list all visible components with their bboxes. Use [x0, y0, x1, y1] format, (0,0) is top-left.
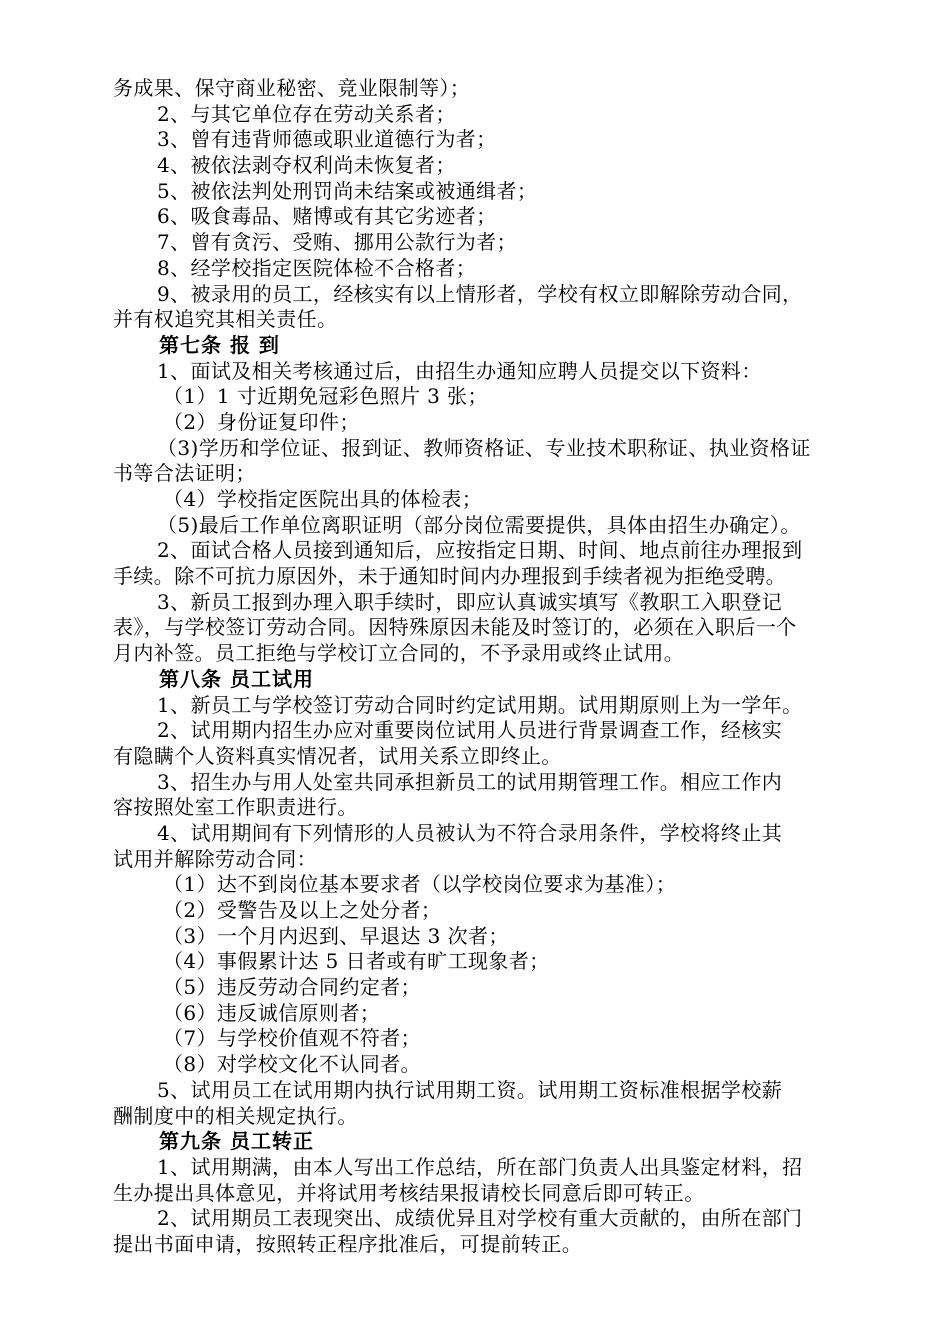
paragraph-line: （3)学历和学位证、报到证、教师资格证、专业技术职称证、执业资格证 — [157, 435, 811, 460]
paragraph-line: 6、吸食毒品、赌博或有其它劣迹者； — [157, 204, 497, 229]
document-body — [113, 76, 843, 1258]
continuation-line: 酬制度中的相关规定执行。 — [113, 1103, 358, 1128]
list-item-line: （4）事假累计达 5 日者或有旷工现象者； — [163, 949, 550, 974]
list-item-line: （2）受警告及以上之处分者； — [163, 898, 442, 922]
paragraph-line: 3、曾有违背师德或职业道德行为者； — [157, 127, 497, 152]
paragraph-line: 2、试用期内招生办应对重要岗位试用人员进行背景调查工作，经核实 — [157, 718, 783, 743]
paragraph-line: 2、试用期员工表现突出、成绩优异且对学校有重大贡献的，由所在部门 — [157, 1206, 803, 1231]
paragraph-line: 4、试用期间有下列情形的人员被认为不符合录用条件，学校将终止其 — [157, 820, 783, 845]
section-heading: 第七条 报 到 — [159, 332, 280, 357]
continuation-line: 月内补签。员工拒绝与学校订立合同的，不予录用或终止试用。 — [113, 641, 685, 666]
continuation-line: 书等合法证明； — [113, 461, 256, 486]
continuation-line: 并有权追究其相关责任。 — [113, 307, 338, 332]
paragraph-line: 1、新员工与学校签订劳动合同时约定试用期。试用期原则上为一学年。 — [157, 692, 803, 717]
continuation-line: 表》，与学校签订劳动合同。因特殊原因未能及时签订的，必须在入职后一个 — [113, 615, 797, 640]
list-item-line: （1）达不到岗位基本要求者（以学校岗位要求为基准）； — [163, 872, 677, 897]
paragraph-line: （5)最后工作单位离职证明（部分岗位需要提供，具体由招生办确定）。 — [157, 512, 801, 537]
paragraph-line: 7、曾有贪污、受贿、挪用公款行为者； — [157, 230, 517, 255]
continuation-line: 提出书面申请，按照转正程序批准后，可提前转正。 — [113, 1231, 583, 1256]
paragraph-line: 2、与其它单位存在劳动关系者； — [157, 101, 456, 126]
continuation-line: 试用并解除劳动合同： — [113, 846, 317, 871]
continuation-line: 务成果、保守商业秘密、竞业限制等）； — [113, 76, 471, 100]
paragraph-line: 4、被依法剥夺权利尚未恢复者； — [157, 153, 456, 178]
paragraph-line: 1、面试及相关考核通过后，由招生办通知应聘人员提交以下资料： — [157, 358, 762, 383]
list-item-line: （5）违反劳动合同约定者； — [163, 975, 421, 1000]
section-heading: 第九条 员工转正 — [159, 1129, 314, 1154]
list-item-line: （6）违反诚信原则者； — [163, 1000, 381, 1025]
list-item-line: （8）对学校文化不认同者。 — [163, 1052, 421, 1077]
continuation-line: 容按照处室工作职责进行。 — [113, 795, 358, 820]
list-item-line: （2）身份证复印件； — [163, 409, 360, 434]
list-item-line: （7）与学校价值观不符者； — [163, 1026, 421, 1051]
paragraph-line: 5、试用员工在试用期内执行试用期工资。试用期工资标准根据学校薪 — [157, 1077, 783, 1102]
paragraph-line: 2、面试合格人员接到通知后，应按指定日期、时间、地点前往办理报到 — [157, 538, 803, 563]
paragraph-line: 5、被依法判处刑罚尚未结案或被通缉者； — [157, 178, 538, 203]
paragraph-line: 3、新员工报到办理入职手续时，即应认真诚实填写《教职工入职登记 — [157, 589, 783, 614]
list-item-line: （1）1 寸近期免冠彩色照片 3 张； — [163, 384, 488, 409]
continuation-line: 有隐瞒个人资料真实情况者，试用关系立即终止。 — [113, 743, 562, 768]
continuation-line: 手续。除不可抗力原因外，未于通知时间内办理报到手续者视为拒绝受聘。 — [113, 564, 787, 589]
paragraph-line: 9、被录用的员工，经核实有以上情形者，学校有权立即解除劳动合同， — [157, 281, 803, 306]
continuation-line: 生办提出具体意见，并将试用考核结果报请校长同意后即可转正。 — [113, 1180, 705, 1205]
paragraph-line: 8、经学校指定医院体检不合格者； — [157, 255, 477, 280]
list-item-line: （3）一个月内迟到、早退达 3 次者； — [163, 923, 509, 948]
list-item-line: （4）学校指定医院出具的体检表； — [163, 487, 483, 511]
paragraph-line: 1、试用期满，由本人写出工作总结，所在部门负责人出具鉴定材料，招 — [157, 1154, 803, 1179]
section-heading: 第八条 员工试用 — [159, 666, 314, 691]
paragraph-line: 3、招生办与用人处室共同承担新员工的试用期管理工作。相应工作内 — [157, 769, 783, 794]
